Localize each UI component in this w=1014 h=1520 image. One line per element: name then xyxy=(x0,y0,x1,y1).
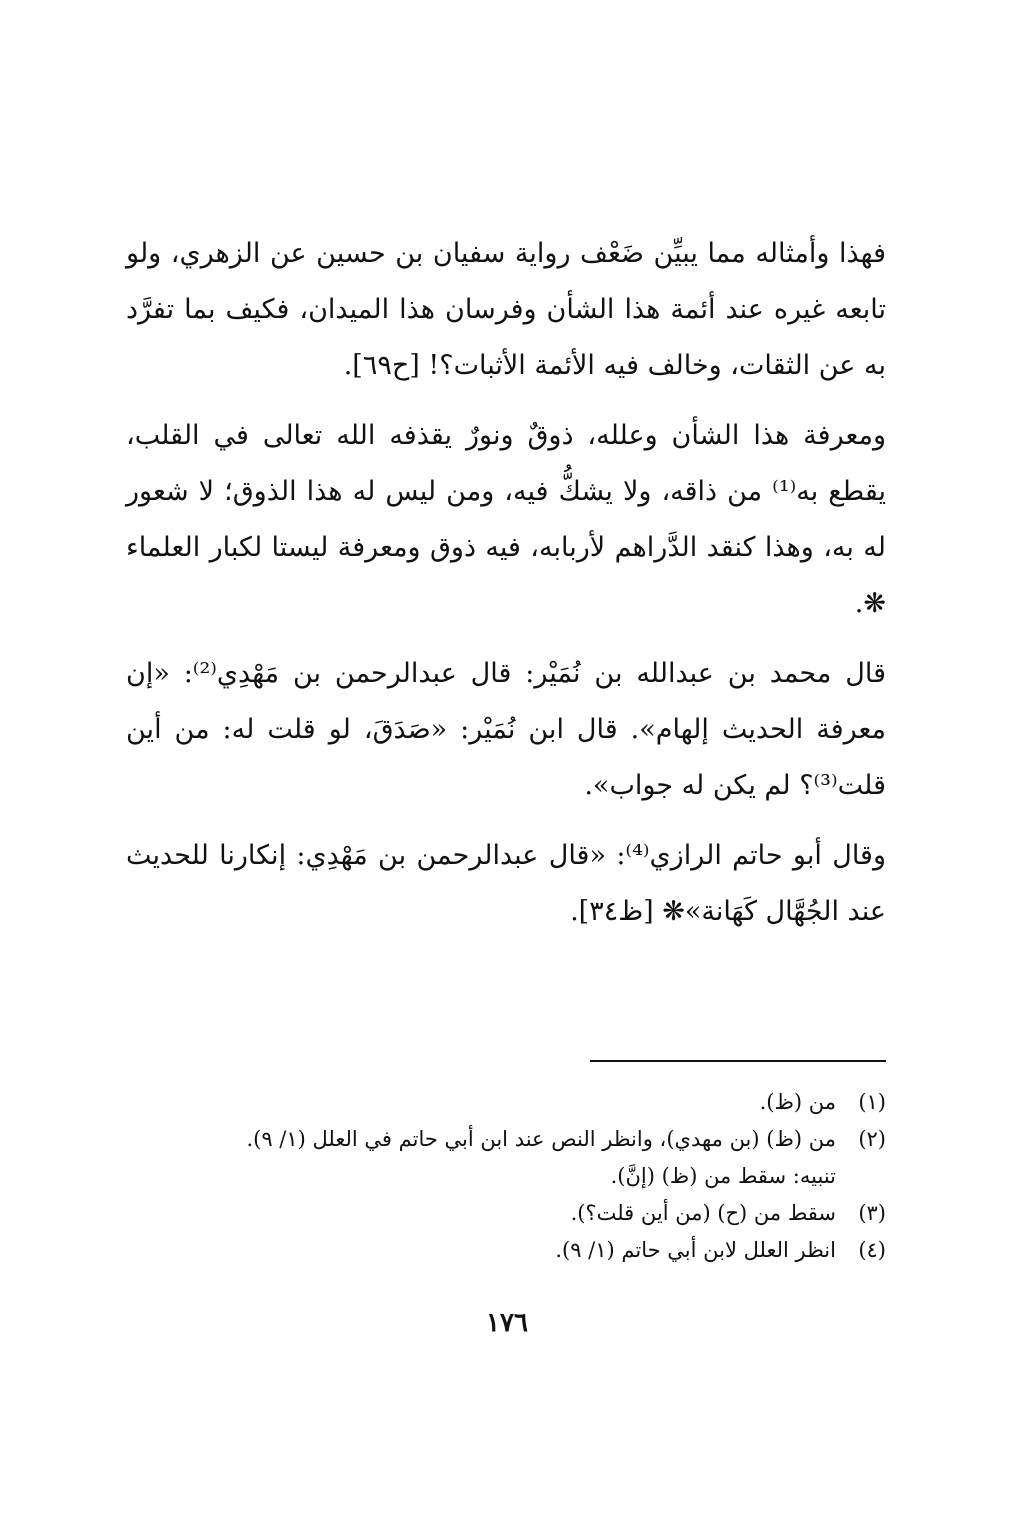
footnote-number: (١) xyxy=(858,1090,886,1114)
footnote-text: من (ظ). xyxy=(759,1090,836,1114)
paragraph-1: فهذا وأمثاله مما يبيِّن ضَعْف رواية سفيان بن حسين عن الزهري، ولو تابعه غيره عند أئمة هذا الشأن وفرسان هذا الميدان، فكيف بما تفرَّد به عن الثقات، وخالف فيه الأئمة الأثبات؟! [ح٦٩]. xyxy=(126,238,886,381)
page-number: ١٧٦ xyxy=(486,1308,528,1338)
footnote-1 xyxy=(126,1084,886,1121)
main-text xyxy=(126,226,886,954)
footnote-number: (٢) xyxy=(858,1127,886,1151)
footnote-text: سقط من (ح) (من أين قلت؟). xyxy=(570,1201,836,1225)
footnote-text: انظر العلل لابن أبي حاتم (١/ ٩). xyxy=(555,1238,836,1262)
paragraph-4: وقال أبو حاتم الرازي⁽⁴⁾: «قال عبدالرحمن بن مَهْدِي: إنكارنا للحديث عند الجُهَّال كَهَانة»❋ [ظ٣٤]. xyxy=(126,840,886,927)
footnote-number: (٤) xyxy=(858,1238,886,1262)
footnote-2-continuation: تنبيه: سقط من (ظ) (إنَّ). xyxy=(610,1164,836,1188)
footnote-separator xyxy=(590,1060,886,1062)
paragraph-2: ومعرفة هذا الشأن وعلله، ذوقٌ ونورٌ يقذفه الله تعالى في القلب، يقطع به⁽¹⁾ من ذاقه، ولا يشكُّ فيه، ومن ليس له هذا الذوق؛ لا شعور له به، وهذا كنقد الدَّراهم لأربابه، فيه ذوق ومعرفة ليستا لكبار العلماء ❋. xyxy=(126,420,886,619)
footnote-4 xyxy=(126,1232,886,1269)
footnote-text: من (ظ) (بن مهدي)، وانظر النص عند ابن أبي حاتم في العلل (١/ ٩). xyxy=(246,1127,836,1151)
footnote-2 xyxy=(126,1121,886,1158)
paragraph-3: قال محمد بن عبدالله بن نُمَيْر: قال عبدالرحمن بن مَهْدِي⁽²⁾: «إن معرفة الحديث إلهام». قال ابن نُمَيْر: «صَدَقَ، لو قلت له: من أين قلت⁽³⁾؟ لم يكن له جواب». xyxy=(126,658,886,801)
footnote-number: (٣) xyxy=(858,1201,886,1225)
footnotes xyxy=(126,1084,886,1269)
footnote-3 xyxy=(126,1195,886,1232)
